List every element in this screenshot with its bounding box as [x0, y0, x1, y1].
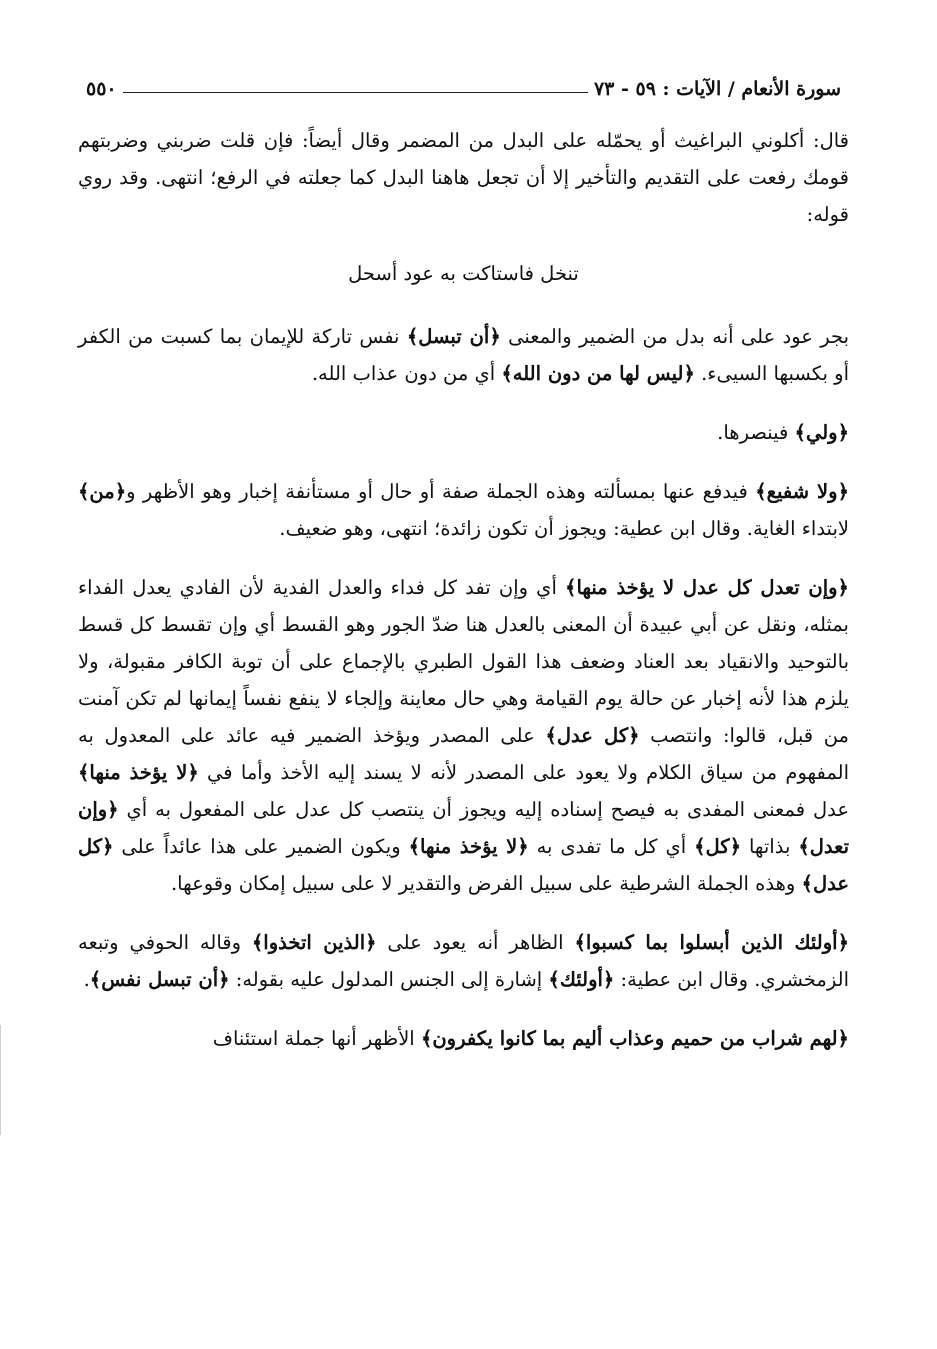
- paragraph: [78, 318, 849, 392]
- commentary-text: الظاهر أنه يعود على: [376, 931, 575, 954]
- quran-quote: ﴿لا يؤخذ منها﴾: [78, 761, 199, 784]
- commentary-text: أي كل ما تفدى به: [528, 835, 695, 858]
- commentary-text: نفس تاركة للإيمان بما كسبت من الكفر أو بكسبها السيىء.: [78, 325, 849, 385]
- margin-mark: [0, 1025, 1, 1135]
- paragraph: [78, 473, 849, 547]
- commentary-text: إشارة إلى الجنس المدلول عليه بقوله:: [229, 968, 549, 991]
- commentary-text: الأظهر أنها جملة استئناف: [212, 1027, 421, 1050]
- quran-quote: ﴿ولي﴾: [794, 421, 849, 444]
- quran-quote: ﴿أولئك الذين أبسلوا بما كسبوا﴾: [574, 931, 850, 954]
- quran-quote: ﴿من﴾: [78, 480, 127, 503]
- paragraph: [78, 122, 849, 233]
- commentary-text: وهذه الجملة الشرطية على سبيل الفرض والتقدير لا على سبيل إمكان وقوعها.: [170, 872, 802, 895]
- commentary-text: على المصدر ويؤخذ الضمير فيه عائد على المعدول به المفهوم من سياق الكلام ولا يعود على المصدر لأنه لا يسند إليه الأخذ وأما في: [78, 724, 849, 784]
- commentary-text: .: [83, 968, 90, 991]
- quran-quote: ﴿أولئك﴾: [548, 968, 615, 991]
- page-number: ٥٥٠: [86, 78, 117, 100]
- quran-quote: ﴿وإن تعدل كل عدل لا يؤخذ منها﴾: [565, 576, 849, 599]
- commentary-text: وقاله الحوفي وتبعه الزمخشري. وقال ابن عطية:: [78, 931, 849, 991]
- quran-quote: ﴿كل عدل﴾: [78, 835, 849, 895]
- quran-quote: ﴿أن تبسل﴾: [406, 325, 501, 348]
- quran-quote: ﴿كل﴾: [694, 835, 741, 858]
- quran-quote: ﴿لهم شراب من حميم وعذاب أليم بما كانوا يكفرون﴾: [420, 1027, 849, 1050]
- book-page: [78, 60, 849, 1319]
- commentary-text: فيدفع عنها بمسألته وهذه الجملة صفة أو حال أو مستأنفة إخبار وهو الأظهر و: [126, 480, 756, 503]
- poetry-verse: [78, 255, 849, 292]
- paragraph: [78, 924, 849, 998]
- paragraph: [78, 414, 849, 451]
- quran-quote: ﴿ليس لها من دون الله﴾: [501, 362, 695, 385]
- commentary-text: لابتداء الغاية. وقال ابن عطية: ويجوز أن تكون زائدة؛ انتهى، وهو ضعيف.: [279, 517, 849, 540]
- commentary-text: أي من دون عذاب الله.: [311, 362, 502, 385]
- commentary-text: بجر عود على أنه بدل من الضمير والمعنى: [500, 325, 849, 348]
- commentary-text: أي وإن تفد كل فداء والعدل الفدية لأن الفادي يعدل الفداء بمثله، ونقل عن أبي عبيدة أن المعنى بالعدل هنا ضدّ الجور وهو القسط أي وإن تقسط كل قسط بالتوحيد والانقياد بعد العناد وضعف هذا القول الطبري بالإجماع على أن توبة الكافر مقبولة، ولا يلزم هذا لأنه إخبار عن حالة يوم القيامة وهي حال معاينة وإلجاء لا ينفع نفساً إيمانها لم تكن آمنت من قبل، قالوا: وانتصب: [78, 576, 849, 747]
- paragraph: [78, 1020, 849, 1057]
- commentary-text: عدل فمعنى المفدى به فيصح إسناده إليه ويجوز أن ينتصب كل عدل على المفعول به أي: [118, 798, 849, 821]
- header-rule: [123, 92, 588, 93]
- quran-quote: ﴿ولا شفيع﴾: [755, 480, 849, 503]
- quran-quote: ﴿وإن تعدل﴾: [78, 798, 849, 858]
- quran-quote: ﴿لا يؤخذ منها﴾: [408, 835, 529, 858]
- commentary-text: فينصرها.: [717, 421, 795, 444]
- paragraph: [78, 569, 849, 902]
- commentary-text: بذاتها: [741, 835, 799, 858]
- commentary-text: قال: أكلوني البراغيث أو يحمّله على البدل من المضمر وقال أيضاً: فإن قلت ضربني وضربتهم قومك رفعت على التقديم والتأخير إلا أن تجعل هاهنا البدل كما جعلته في الرفع؛ انتهى. وقد روي قوله:: [78, 129, 849, 226]
- quran-quote: ﴿الذين اتخذوا﴾: [251, 931, 377, 954]
- commentary-text: ويكون الضمير على هذا عائداً على: [113, 835, 409, 858]
- surah-title: سورة الأنعام / الآيات : ٥٩ - ٧٣: [593, 78, 841, 100]
- page-body: [78, 122, 849, 1057]
- commentary-text: تنخل فاستاكت به عود أسحل: [348, 262, 579, 285]
- quran-quote: ﴿كل عدل﴾: [545, 724, 640, 747]
- quran-quote: ﴿أن تبسل نفس﴾: [89, 968, 230, 991]
- running-header: [78, 60, 849, 100]
